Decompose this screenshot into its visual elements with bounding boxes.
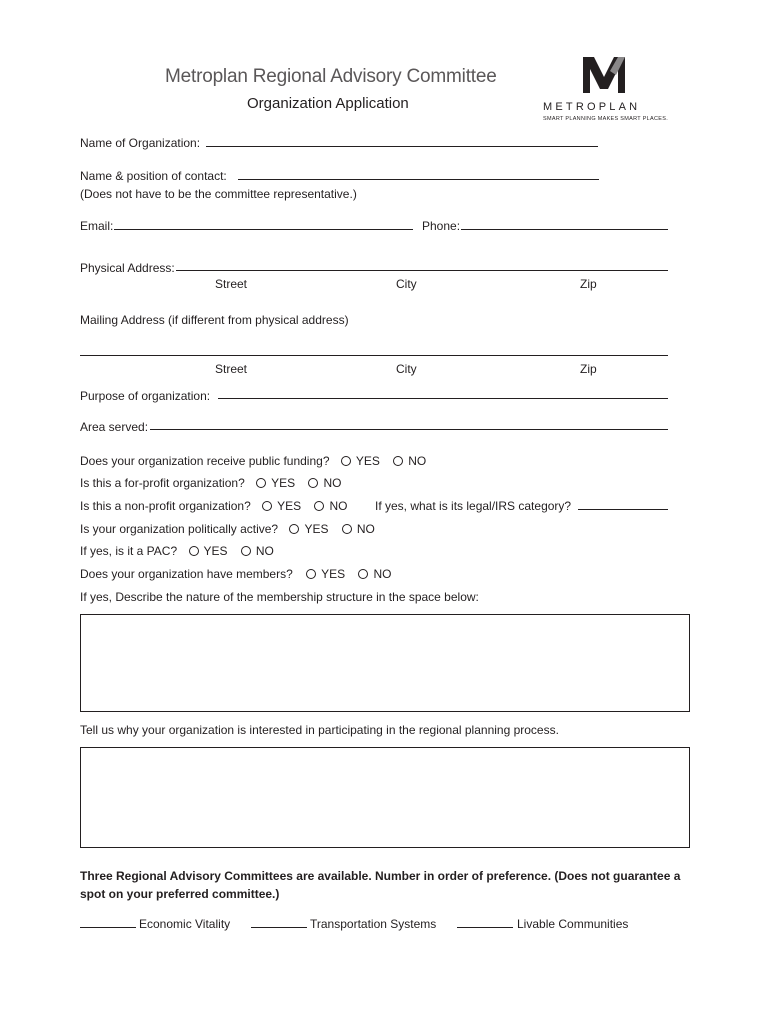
mailing-city-label: City — [396, 362, 417, 376]
radio-icon — [262, 501, 272, 511]
public-funding-yes[interactable]: YES — [341, 454, 380, 468]
non-profit-no[interactable]: NO — [314, 499, 347, 513]
committee-livable-communities: Livable Communities — [517, 917, 629, 931]
email-label: Email: — [80, 219, 114, 233]
logo-wordmark: METROPLAN — [543, 101, 641, 113]
physical-address-field[interactable] — [176, 270, 668, 271]
logo-tagline: SMART PLANNING MAKES SMART PLACES. — [543, 116, 669, 122]
radio-icon — [256, 478, 266, 488]
committee-transportation-systems: Transportation Systems — [310, 917, 437, 931]
radio-icon — [306, 569, 316, 579]
email-field[interactable] — [114, 229, 413, 230]
question-non-profit: Is this a non-profit organization? YES NO — [80, 499, 348, 513]
irs-category-label: If yes, what is its legal/IRS category? — [375, 499, 572, 513]
radio-icon — [314, 501, 324, 511]
physical-city-label: City — [396, 277, 417, 291]
question-pac: If yes, is it a PAC? YES NO — [80, 544, 274, 558]
membership-structure-textbox[interactable] — [80, 614, 690, 712]
for-profit-no[interactable]: NO — [308, 476, 341, 490]
org-name-label: Name of Organization: — [80, 136, 201, 150]
public-funding-no[interactable]: NO — [393, 454, 426, 468]
contact-note: (Does not have to be the committee representative.) — [80, 187, 357, 201]
area-served-label: Area served: — [80, 420, 149, 434]
area-served-field[interactable] — [150, 429, 668, 430]
purpose-label: Purpose of organization: — [80, 389, 211, 403]
economic-vitality-rank-field[interactable] — [80, 927, 136, 928]
question-public-funding: Does your organization receive public funding? YES NO — [80, 454, 427, 468]
mailing-zip-label: Zip — [580, 362, 597, 376]
political-no[interactable]: NO — [342, 522, 375, 536]
physical-street-label: Street — [215, 277, 248, 291]
form-title: Metroplan Regional Advisory Committee — [165, 66, 497, 87]
question-political: Is your organization politically active? YES NO — [80, 522, 375, 536]
livable-communities-rank-field[interactable] — [457, 927, 513, 928]
radio-icon — [358, 569, 368, 579]
mailing-address-label: Mailing Address (if different from physical address) — [80, 313, 349, 327]
phone-label: Phone: — [422, 219, 461, 233]
radio-icon — [342, 524, 352, 534]
question-members: Does your organization have members? YES NO — [80, 567, 392, 581]
metroplan-m-mark — [580, 55, 628, 95]
for-profit-yes[interactable]: YES — [256, 476, 295, 490]
radio-icon — [241, 546, 251, 556]
irs-category-field[interactable] — [578, 509, 668, 510]
pac-no[interactable]: NO — [241, 544, 274, 558]
mailing-address-field[interactable] — [80, 355, 668, 356]
members-no[interactable]: NO — [358, 567, 391, 581]
radio-icon — [289, 524, 299, 534]
interest-label: Tell us why your organization is interested in participating in the regional planning process. — [80, 723, 559, 737]
contact-field[interactable] — [238, 179, 599, 180]
committees-heading: Three Regional Advisory Committees are available. Number in order of preference. (Does not guarantee a spot on your preferred committee.) — [80, 869, 681, 901]
org-name-field[interactable] — [206, 146, 598, 147]
interest-textbox[interactable] — [80, 747, 690, 848]
radio-icon — [393, 456, 403, 466]
political-yes[interactable]: YES — [289, 522, 328, 536]
radio-icon — [341, 456, 351, 466]
transportation-systems-rank-field[interactable] — [251, 927, 307, 928]
members-yes[interactable]: YES — [306, 567, 345, 581]
purpose-field[interactable] — [218, 398, 668, 399]
committee-economic-vitality: Economic Vitality — [139, 917, 231, 931]
physical-zip-label: Zip — [580, 277, 597, 291]
pac-yes[interactable]: YES — [189, 544, 228, 558]
question-for-profit: Is this a for-profit organization? YES NO — [80, 476, 342, 490]
phone-field[interactable] — [461, 229, 668, 230]
non-profit-yes[interactable]: YES — [262, 499, 301, 513]
form-subtitle: Organization Application — [247, 95, 409, 112]
contact-label: Name & position of contact: — [80, 169, 227, 183]
membership-structure-label: If yes, Describe the nature of the membership structure in the space below: — [80, 590, 479, 604]
radio-icon — [189, 546, 199, 556]
radio-icon — [308, 478, 318, 488]
mailing-street-label: Street — [215, 362, 248, 376]
physical-address-label: Physical Address: — [80, 261, 175, 275]
